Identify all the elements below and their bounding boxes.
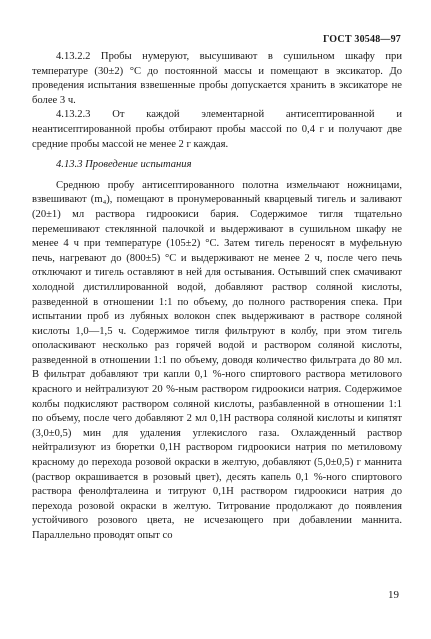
document-code: ГОСТ 30548—97 <box>322 34 401 45</box>
section-heading: 4.13.3 Проведение испытания <box>56 159 192 171</box>
page-number: 19 <box>388 589 399 601</box>
paragraph-test-procedure: Среднюю пробу антисептированного полотна измельчают ножницами, взвешивают (m₄), помещают в пронумерованный кварцевый тигель и заливают (20±1) мл раствора гидроокиси бария. Содержимое тигля тщательно перемешивают стеклянной палочкой и выдерживают в сушильном шкафу не менее 4 ч при температуре (105±2) °С. Затем тигель переносят в муфельную печь, нагревают до (800±5) °С и выдерживают не менее 2 ч, после чего печь отключают и тигель оставляют в ней для остывания. Остывший спек смачивают холодной дистиллированной водой, добавляют раствор соляной кислоты, разведенной в отношении 1:1 по объему, до полного растворения спека. При испытании проб из лубяных волокон спек выдерживают в растворе соляной кислоты 1,0—1,5 ч. Содержимое тигля фильтруют в колбу, при этом тигель ополаскивают несколько раз горячей водой и раствором соляной кислоты, разведенной в отношении 1:1 по объему, доводя количество фильтрата до 80 мл. В фильтрат добавляют три капли 0,1 %-ного спиртового раствора метилового красного и нейтрализуют 20 %-ным раствором гидроокиси натрия. Содержимое колбы подкисляют раствором соляной кислоты, разбавленной в отношении 1:1 по объему, после чего добавляют 2 мл 0,1Н раствора соляной кислоты и кипятят (3,0±0,5) мин для удаления углекислого газа. Охлажденный раствор нейтрализуют из бюретки 0,1Н раствором гидроокиси натрия по метиловому красному до перехода розовой окраски в желтую, добавляют (5,0±0,5) г маннита (раствор окрашивается в розовый цвет), десять капель 0,1 %-ного спиртового раствора фенолфталеина и титруют 0,1Н раствором гидроокиси натрия до перехода розовой окраски в желтую. Титрование продолжают до появления устойчивого розового цвета, не исчезающего при добавлении маннита. Параллельно проводят опыт со <box>32 179 402 541</box>
paragraph-4-13-2-2: 4.13.2.2 Пробы нумеруют, высушивают в сушильном шкафу при температуре (30±2) °С до постоянной массы и помещают в эксикатор. До проведения испытания взвешенные пробы допускается хранить в эксикаторе не более 3 ч. <box>32 51 402 106</box>
paragraph-4-13-2-3: 4.13.2.3 От каждой элементарной антисептированной и неантисептированной пробы отбирают пробы массой по 0,4 г и получают две средние пробы массой не менее 2 г каждая. <box>32 109 402 150</box>
document-body <box>32 50 402 544</box>
